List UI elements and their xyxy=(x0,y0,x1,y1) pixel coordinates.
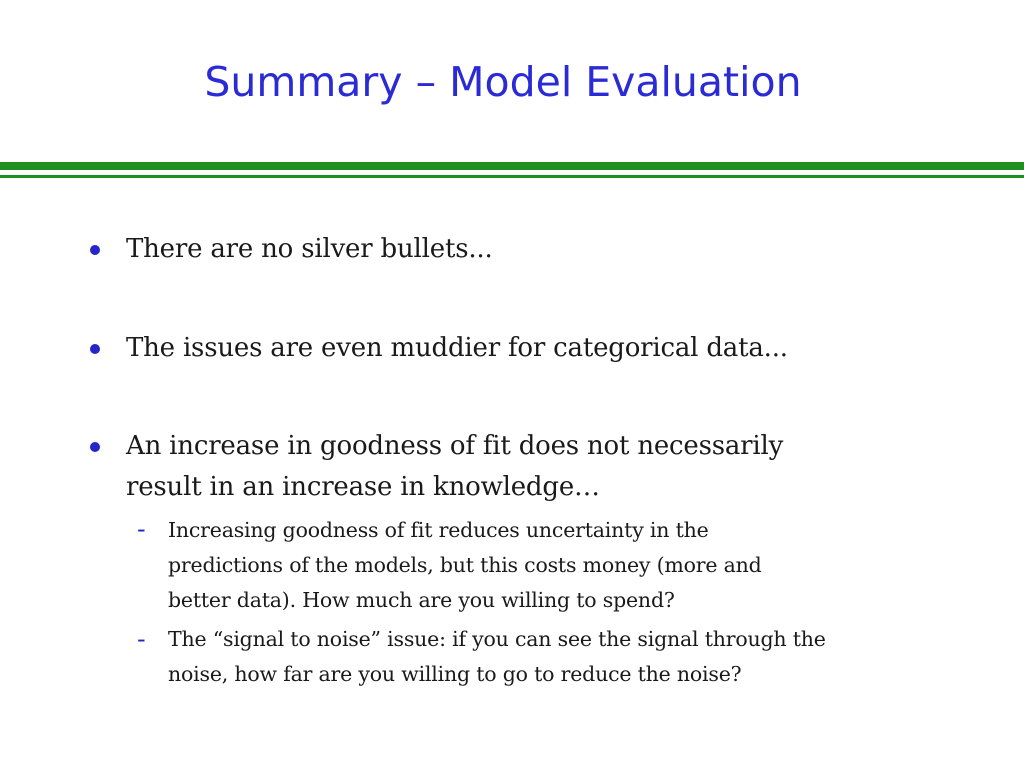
bullet-dot xyxy=(90,245,100,255)
bullet-dot xyxy=(90,344,100,354)
sub-bullet-text-line: better data). How much are you willing to spend? xyxy=(168,588,675,612)
sub-bullet-dash: - xyxy=(137,625,146,653)
bullet-dot xyxy=(90,442,100,452)
bullet-text-line: result in an increase in knowledge… xyxy=(126,472,600,502)
bullet-text-line: An increase in goodness of fit does not necessarily xyxy=(126,431,784,461)
sub-bullet-text-line: noise, how far are you willing to go to reduce the noise? xyxy=(168,662,742,686)
slide-title: Summary – Model Evaluation xyxy=(204,58,802,106)
sub-bullet-text-line: Increasing goodness of fit reduces uncertainty in the xyxy=(168,518,709,542)
sub-bullet-text-line: predictions of the models, but this costs money (more and xyxy=(168,553,762,577)
sub-bullet-dash: - xyxy=(137,515,146,543)
bullet-text: The issues are even muddier for categorical data... xyxy=(126,333,788,363)
sub-bullet-text-line: The “signal to noise” issue: if you can see the signal through the xyxy=(168,627,826,651)
bullet-text: There are no silver bullets... xyxy=(126,234,493,264)
